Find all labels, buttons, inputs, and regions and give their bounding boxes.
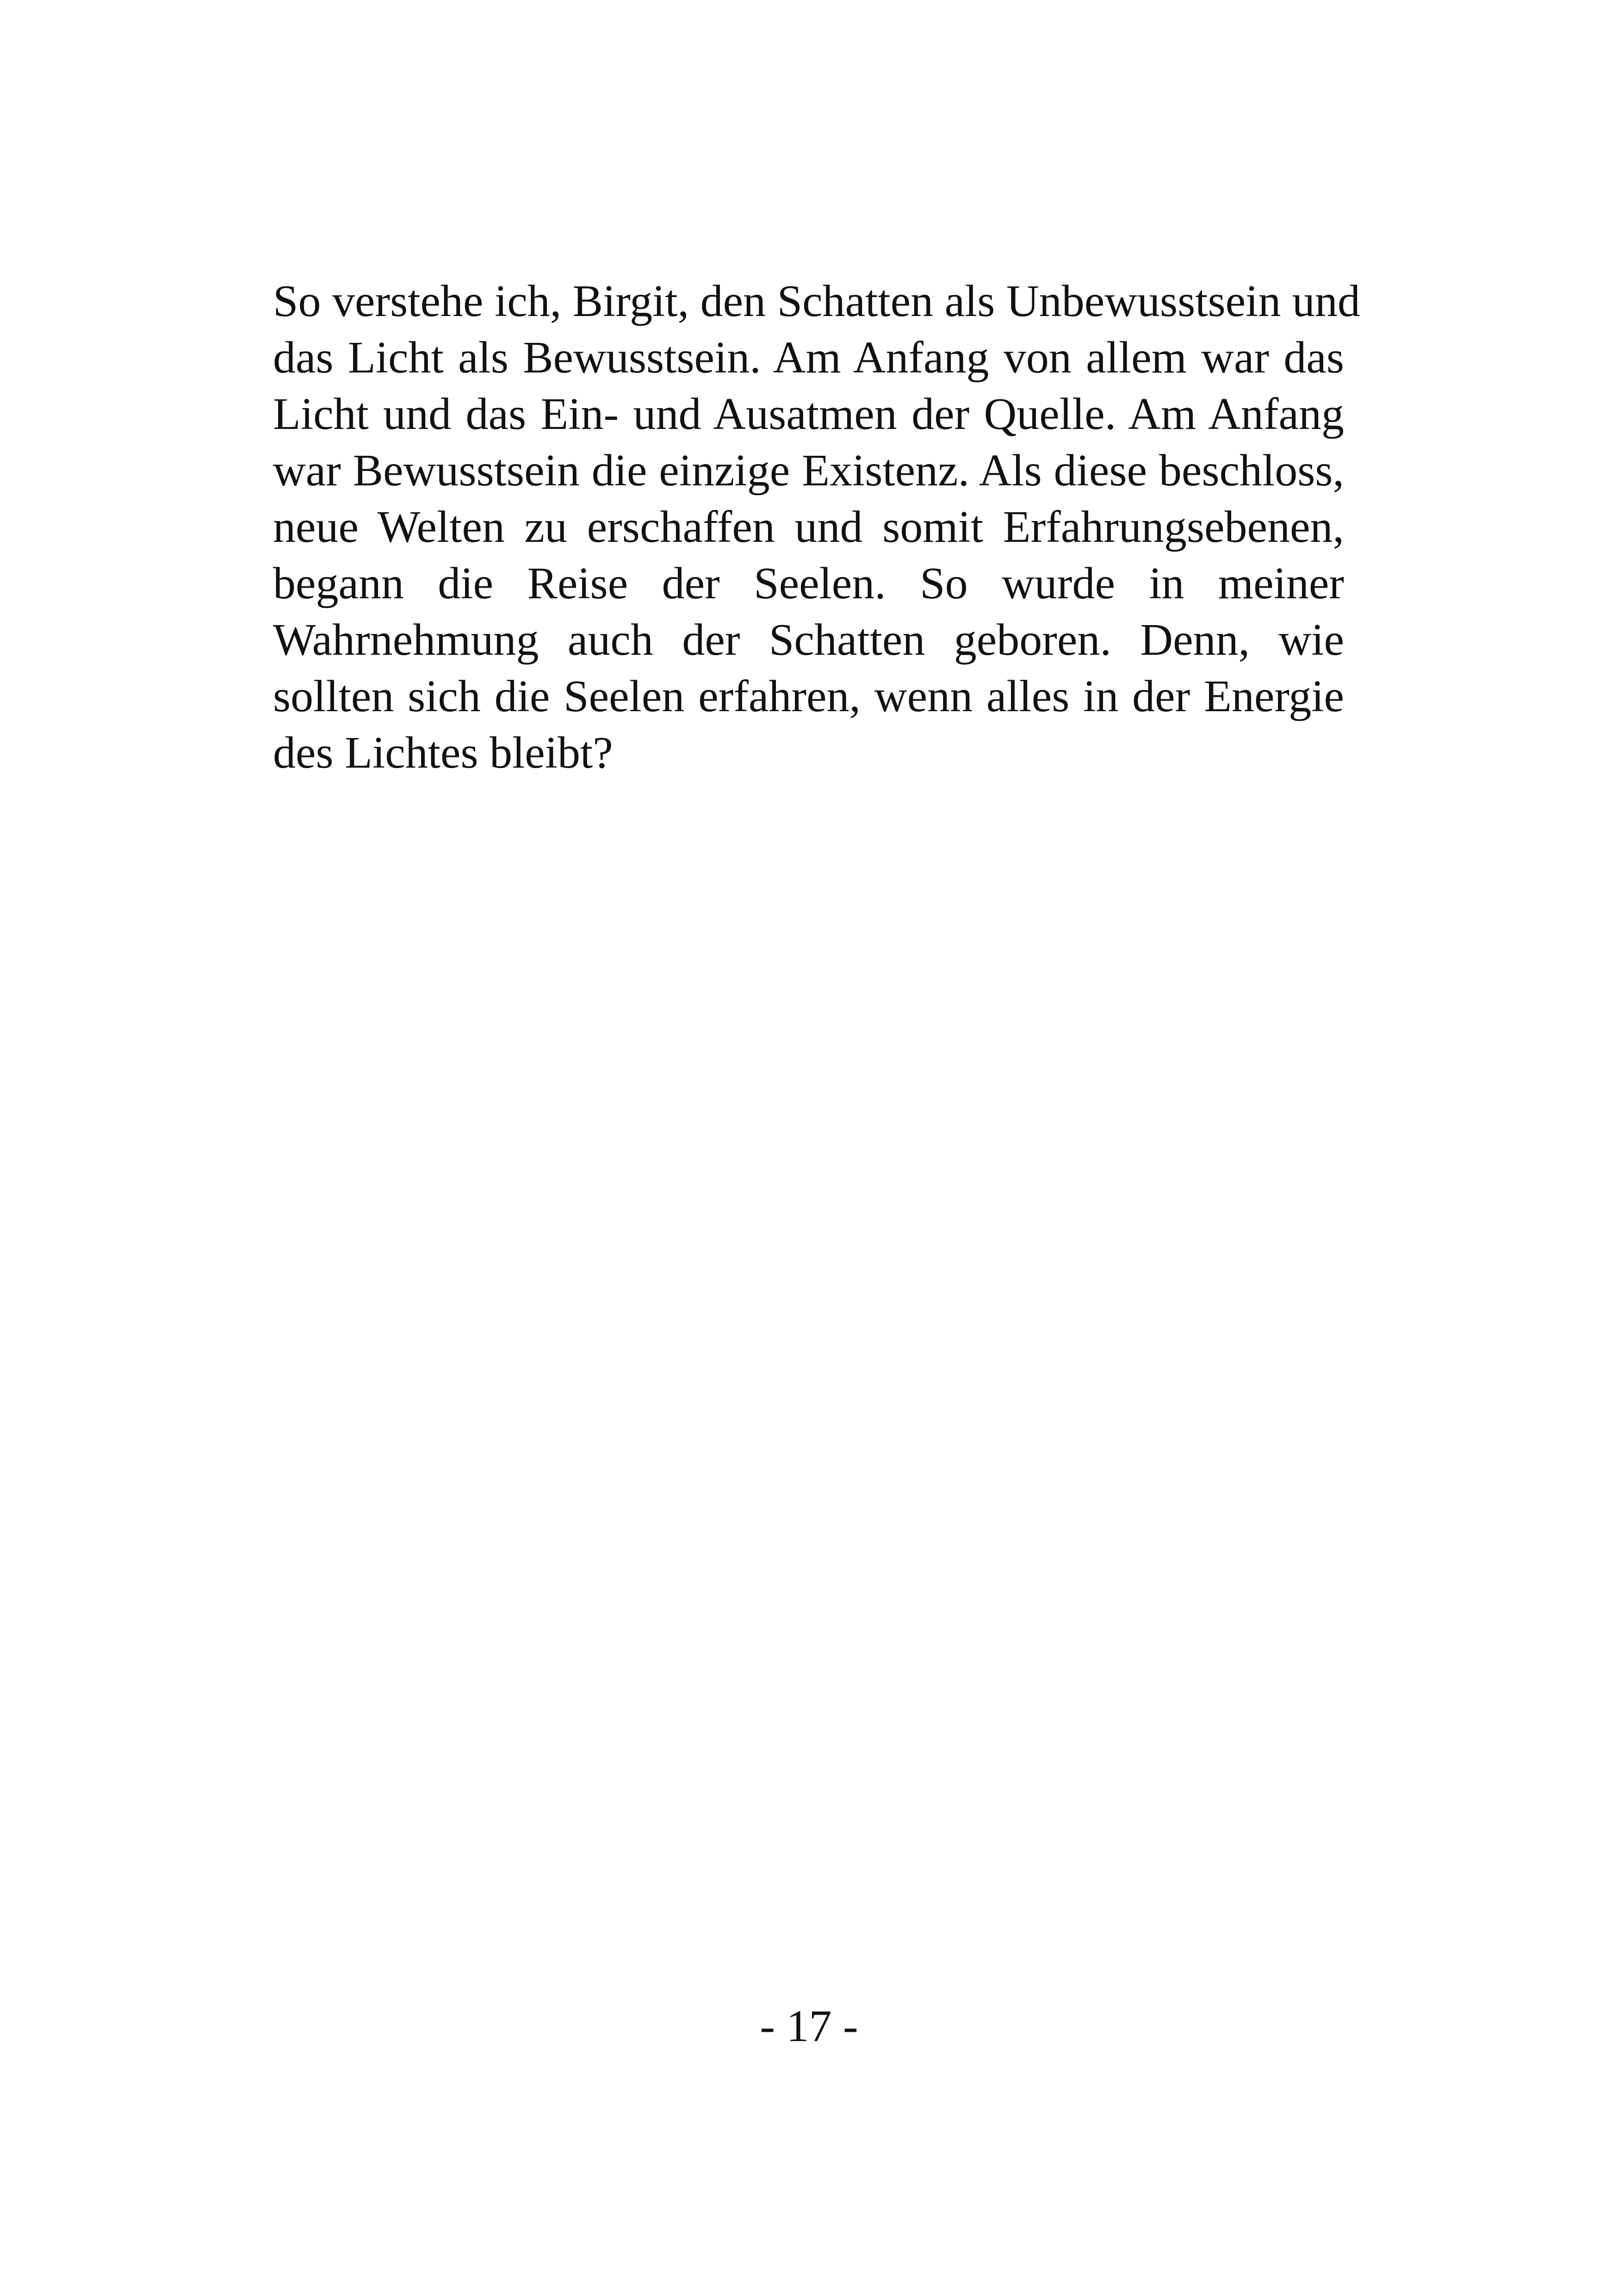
paragraph-line: Wahrnehmung auch der Schatten geboren. Denn, wie xyxy=(273,615,1344,665)
paragraph-line: war Bewusstsein die einzige Existenz. Als diese beschloss, xyxy=(273,446,1344,496)
page-number: - 17 - xyxy=(760,2001,858,2051)
paragraph-line: das Licht als Bewusstsein. Am Anfang von allem war das xyxy=(273,333,1344,383)
body-paragraph xyxy=(273,273,1360,781)
paragraph-line: des Lichtes bleibt? xyxy=(273,728,613,778)
paragraph-line: Licht und das Ein- und Ausatmen der Quelle. Am Anfang xyxy=(273,389,1344,439)
paragraph-line: So verstehe ich, Birgit, den Schatten als Unbewusstsein und xyxy=(273,276,1360,326)
paragraph-line: sollten sich die Seelen erfahren, wenn alles in der Energie xyxy=(273,671,1344,721)
paragraph-line: begann die Reise der Seelen. So wurde in meiner xyxy=(273,558,1344,608)
paragraph-line: neue Welten zu erschaffen und somit Erfahrungsebenen, xyxy=(273,502,1344,552)
